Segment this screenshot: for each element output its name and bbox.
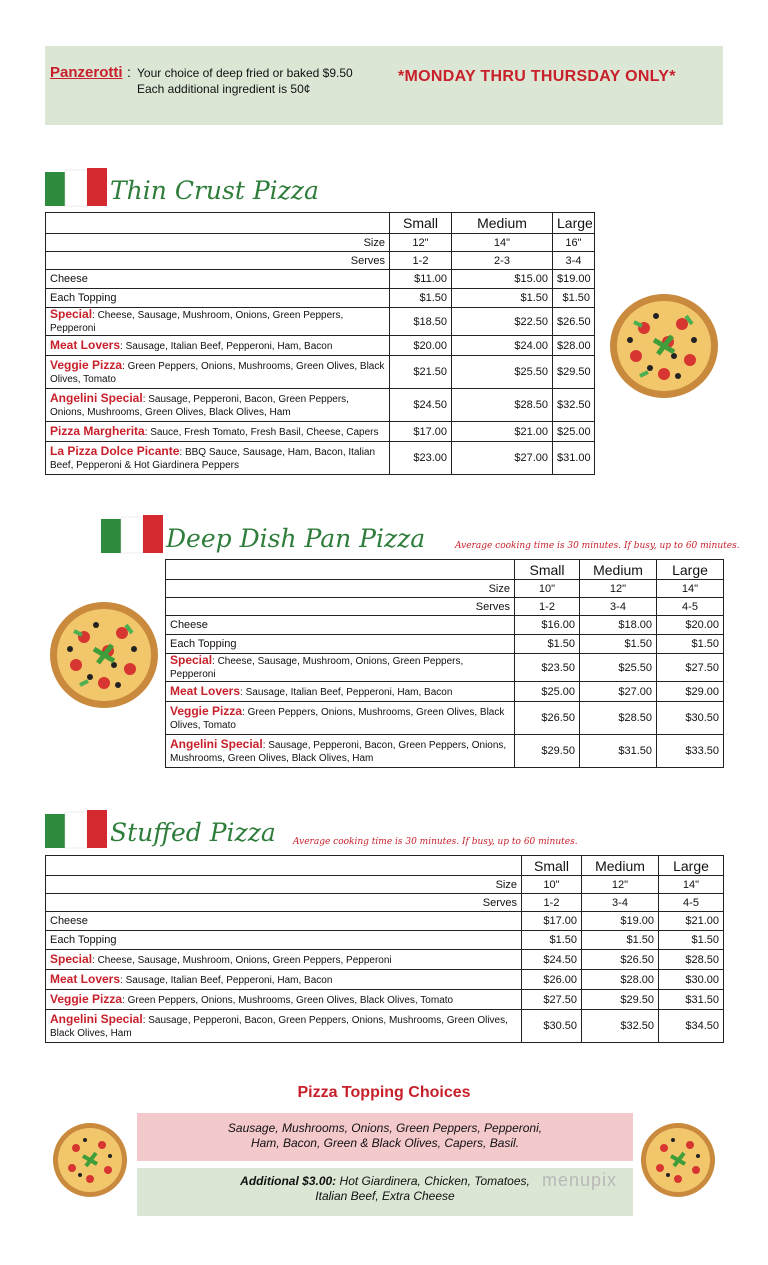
pizza-image [52, 1122, 128, 1198]
menu-row [166, 616, 724, 635]
menu-item [46, 422, 390, 442]
menu-item-name: Each Topping [170, 638, 237, 650]
price: $20.00 [657, 616, 724, 635]
price: $19.00 [582, 912, 659, 931]
pizza-image [608, 292, 720, 400]
price: $30.00 [659, 970, 724, 990]
size-value: 14" [657, 580, 724, 598]
menu-item [46, 270, 390, 289]
stuffed-table [45, 855, 724, 1043]
menu-row [46, 1010, 724, 1043]
serves-value: 3-4 [582, 894, 659, 912]
price: $1.50 [659, 931, 724, 950]
serves-value: 3-4 [553, 252, 595, 270]
header-blank [46, 213, 390, 234]
menu-row [46, 270, 595, 289]
serves-value: 3-4 [580, 598, 657, 616]
menu-item-name: Angelini Special [50, 1011, 143, 1026]
topping-list-line: Sausage, Mushrooms, Onions, Green Peppers, Pepperoni, [227, 1121, 543, 1135]
menu-item-description: : Cheese, Sausage, Mushroom, Onions, Green Peppers, Pepperoni [92, 954, 392, 966]
price: $27.50 [657, 654, 724, 682]
promo-days: *MONDAY THRU THURSDAY ONLY* [398, 68, 676, 85]
menu-item-name: Veggie Pizza [50, 991, 123, 1006]
additional-toppings-line: Italian Beef, Extra Cheese [315, 1189, 455, 1203]
menu-item-description: : Sausage, Pepperoni, Bacon, Green Peppers, Onions, Mushrooms, Green Olives, Black Olives, Ham [50, 393, 349, 418]
serves-label: Serves [46, 894, 522, 912]
menu-item-name: Meat Lovers [170, 683, 241, 698]
menu-item-name: Special [170, 653, 213, 667]
size-column-header: Medium [580, 560, 657, 580]
header-blank [166, 560, 515, 580]
price: $29.00 [657, 682, 724, 702]
size-value: 14" [452, 234, 553, 252]
menu-item [46, 1010, 522, 1043]
menu-item-name: Pizza Margherita [50, 423, 145, 438]
size-column-header: Medium [582, 856, 659, 876]
price: $26.50 [553, 308, 595, 336]
price: $28.50 [580, 702, 657, 735]
menu-item [46, 336, 390, 356]
price: $32.50 [553, 389, 595, 422]
price: $24.50 [390, 389, 452, 422]
menu-item-name: Angelini Special [50, 390, 143, 405]
price: $1.50 [390, 289, 452, 308]
menu-row [46, 422, 595, 442]
menu-row [46, 336, 595, 356]
italian-flag-icon [45, 168, 107, 208]
price: $21.00 [659, 912, 724, 931]
size-value: 12" [582, 876, 659, 894]
deep-dish-table [165, 559, 724, 768]
menu-item-description: : Sausage, Pepperoni, Bacon, Green Peppers, Onions, Mushrooms, Green Olives, Black Olives, Ham [170, 739, 507, 764]
menu-item [166, 702, 515, 735]
pizza-image [48, 600, 160, 710]
price: $17.00 [522, 912, 582, 931]
menu-row [46, 356, 595, 389]
menu-row [46, 931, 724, 950]
menu-item [46, 442, 390, 475]
serves-value: 1-2 [515, 598, 580, 616]
price: $23.50 [515, 654, 580, 682]
menu-item-name: Veggie Pizza [50, 357, 123, 372]
price: $11.00 [390, 270, 452, 289]
size-column-header: Medium [452, 213, 553, 234]
price: $32.50 [582, 1010, 659, 1043]
menu-item-name: Veggie Pizza [170, 703, 243, 718]
menu-row [166, 735, 724, 768]
menu-item [46, 308, 390, 336]
serves-label: Serves [166, 598, 515, 616]
price: $23.00 [390, 442, 452, 475]
size-label: Size [46, 234, 390, 252]
price: $27.50 [522, 990, 582, 1010]
price: $24.50 [522, 950, 582, 970]
menu-item-description: : Cheese, Sausage, Mushroom, Onions, Green Peppers, Pepperoni [170, 656, 464, 680]
size-column-header: Small [515, 560, 580, 580]
menu-item [46, 356, 390, 389]
price: $1.50 [522, 931, 582, 950]
menu-item-name: Cheese [50, 273, 88, 285]
price: $28.50 [659, 950, 724, 970]
menu-row [46, 308, 595, 336]
price: $1.50 [452, 289, 553, 308]
menu-item-name: Angelini Special [170, 736, 263, 751]
menu-item-description: : Sausage, Italian Beef, Pepperoni, Ham, Bacon [120, 340, 333, 352]
size-value: 12" [580, 580, 657, 598]
price: $27.00 [452, 442, 553, 475]
italian-flag-icon [45, 810, 107, 850]
serves-value: 4-5 [657, 598, 724, 616]
menu-item-description: : Sausage, Italian Beef, Pepperoni, Ham, Bacon [240, 686, 453, 698]
price: $18.00 [580, 616, 657, 635]
price: $1.50 [657, 635, 724, 654]
price: $26.50 [582, 950, 659, 970]
price: $22.50 [452, 308, 553, 336]
menu-item-description: : Sausage, Pepperoni, Bacon, Green Peppers, Onions, Mushrooms, Green Olives, Black Olives, Ham [50, 1014, 508, 1039]
price: $1.50 [582, 931, 659, 950]
size-value: 10" [515, 580, 580, 598]
thin-crust-title: Thin Crust Pizza [110, 176, 319, 205]
menu-item-description: : Green Peppers, Onions, Mushrooms, Green Olives, Black Olives, Tomato [50, 360, 385, 385]
price: $1.50 [515, 635, 580, 654]
menu-item-name: Cheese [170, 619, 208, 631]
thin-crust-table [45, 212, 595, 475]
price: $27.00 [580, 682, 657, 702]
price: $29.50 [515, 735, 580, 768]
menu-item-description: : Green Peppers, Onions, Mushrooms, Green Olives, Black Olives, Tomato [170, 706, 505, 731]
menu-item-description: : Cheese, Sausage, Mushroom, Onions, Green Peppers, Pepperoni [50, 310, 344, 334]
stuffed-cooking-note: Average cooking time is 30 minutes. If busy, up to 60 minutes. [293, 837, 578, 847]
menu-row [46, 950, 724, 970]
menu-item [46, 970, 522, 990]
size-value: 14" [659, 876, 724, 894]
menu-item [166, 635, 515, 654]
price: $28.00 [582, 970, 659, 990]
menu-row [166, 635, 724, 654]
menu-item [46, 912, 522, 931]
menu-item-description: : Sauce, Fresh Tomato, Fresh Basil, Cheese, Capers [144, 426, 379, 438]
menu-item-description: : Green Peppers, Onions, Mushrooms, Green Olives, Black Olives, Tomato [122, 994, 454, 1006]
panzerotti-additional: Each additional ingredient is 50¢ [137, 82, 311, 96]
menu-item [166, 735, 515, 768]
size-column-header: Large [659, 856, 724, 876]
price: $19.00 [553, 270, 595, 289]
menu-item-name: Cheese [50, 915, 88, 927]
watermark: menupix [542, 1170, 618, 1190]
menu-row [46, 389, 595, 422]
price: $21.50 [390, 356, 452, 389]
menu-item-name: Each Topping [50, 934, 117, 946]
menu-item [46, 389, 390, 422]
serves-value: 1-2 [522, 894, 582, 912]
menu-item-name: Special [50, 951, 93, 966]
price: $26.00 [522, 970, 582, 990]
size-label: Size [46, 876, 522, 894]
price: $25.50 [580, 654, 657, 682]
panzerotti-description: Your choice of deep fried or baked $9.50 [137, 66, 353, 80]
panzerotti-title: Panzerotti [50, 64, 123, 81]
price: $15.00 [452, 270, 553, 289]
menu-item-name: La Pizza Dolce Picante [50, 443, 180, 458]
serves-value: 4-5 [659, 894, 724, 912]
topping-list-panel [137, 1113, 633, 1161]
menu-item [46, 950, 522, 970]
italian-flag-icon [101, 515, 163, 555]
menu-row [46, 289, 595, 308]
menu-row [166, 702, 724, 735]
price: $31.00 [553, 442, 595, 475]
pizza-image [640, 1122, 716, 1198]
price: $18.50 [390, 308, 452, 336]
additional-price-label: Additional $3.00: [240, 1174, 337, 1188]
price: $28.00 [553, 336, 595, 356]
menu-item [46, 931, 522, 950]
price: $25.50 [452, 356, 553, 389]
price: $24.00 [452, 336, 553, 356]
menu-item [46, 990, 522, 1010]
topping-choices-title: Pizza Topping Choices [297, 1084, 471, 1101]
menu-item-name: Special [50, 307, 93, 321]
menu-item-name: Meat Lovers [50, 971, 121, 986]
menu-row [166, 654, 724, 682]
menu-item-description: : Sausage, Italian Beef, Pepperoni, Ham, Bacon [120, 974, 333, 986]
price: $31.50 [659, 990, 724, 1010]
price: $1.50 [580, 635, 657, 654]
menu-item-name: Meat Lovers [50, 337, 121, 352]
serves-label: Serves [46, 252, 390, 270]
deep-dish-title: Deep Dish Pan Pizza [166, 524, 426, 553]
price: $25.00 [553, 422, 595, 442]
price: $34.50 [659, 1010, 724, 1043]
price: $16.00 [515, 616, 580, 635]
serves-value: 1-2 [390, 252, 452, 270]
menu-row [46, 442, 595, 475]
serves-value: 2-3 [452, 252, 553, 270]
menu-item-description: : BBQ Sauce, Sausage, Ham, Bacon, Italian Beef, Pepperoni & Hot Giardinera Peppers [50, 446, 376, 471]
stuffed-title: Stuffed Pizza [110, 818, 276, 847]
topping-list-line: Ham, Bacon, Green & Black Olives, Capers, Basil. [250, 1136, 520, 1150]
price: $26.50 [515, 702, 580, 735]
price: $30.50 [522, 1010, 582, 1043]
price: $29.50 [553, 356, 595, 389]
header-blank [46, 856, 522, 876]
menu-item-name: Each Topping [50, 292, 117, 304]
menu-item [166, 654, 515, 682]
menu-row [46, 912, 724, 931]
price: $21.00 [452, 422, 553, 442]
price: $29.50 [582, 990, 659, 1010]
price: $17.00 [390, 422, 452, 442]
menu-item [166, 616, 515, 635]
size-column-header: Small [390, 213, 452, 234]
menu-item [166, 682, 515, 702]
deep-dish-cooking-note: Average cooking time is 30 minutes. If busy, up to 60 minutes. [455, 541, 740, 551]
price: $28.50 [452, 389, 553, 422]
price: $1.50 [553, 289, 595, 308]
menu-row [46, 990, 724, 1010]
size-label: Size [166, 580, 515, 598]
size-column-header: Small [522, 856, 582, 876]
size-value: 12" [390, 234, 452, 252]
panzerotti-colon: : [127, 64, 131, 80]
price: $20.00 [390, 336, 452, 356]
additional-toppings-line: Hot Giardinera, Chicken, Tomatoes, [336, 1174, 530, 1188]
size-column-header: Large [553, 213, 595, 234]
price: $33.50 [657, 735, 724, 768]
price: $30.50 [657, 702, 724, 735]
size-value: 10" [522, 876, 582, 894]
price: $25.00 [515, 682, 580, 702]
menu-item [46, 289, 390, 308]
size-value: 16" [553, 234, 595, 252]
menu-row [46, 970, 724, 990]
menu-row [166, 682, 724, 702]
price: $31.50 [580, 735, 657, 768]
size-column-header: Large [657, 560, 724, 580]
